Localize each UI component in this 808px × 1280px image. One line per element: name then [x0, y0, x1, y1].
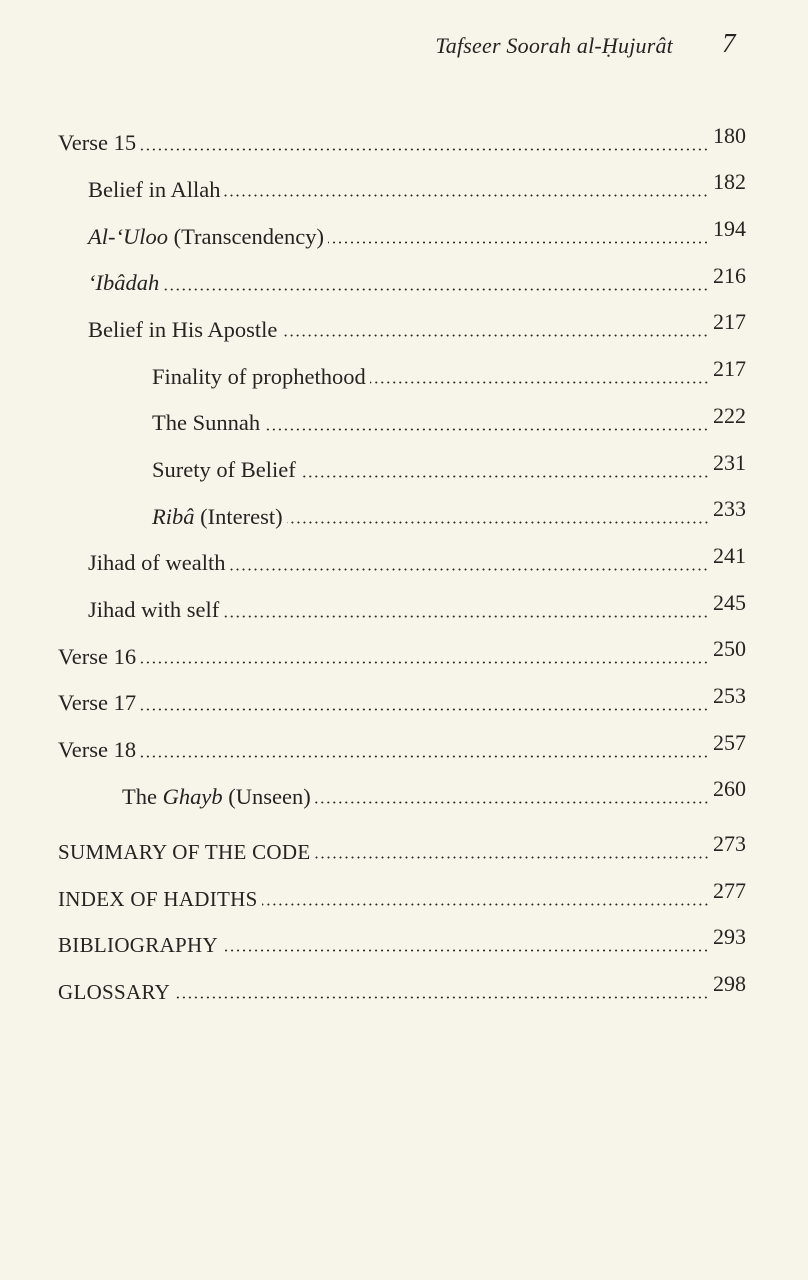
- dot-leader: [262, 903, 709, 906]
- toc-entry-label-pre: The: [122, 783, 163, 809]
- toc-entry-belief-in-allah[interactable]: [0, 155, 808, 202]
- toc-entry-label-rest: (Transcendency): [167, 223, 324, 249]
- toc-entry-label-rest: (Unseen): [222, 783, 311, 809]
- dot-leader: [223, 615, 709, 618]
- toc-entry-page: 250: [713, 636, 746, 662]
- toc-entry-verse-16[interactable]: [0, 622, 808, 669]
- toc-entry-page: 233: [713, 496, 746, 522]
- toc-entry-label: The Sunnah: [152, 410, 261, 436]
- toc-entry-page: 241: [713, 542, 746, 568]
- dot-leader: [300, 475, 709, 478]
- toc-entry-verse-15[interactable]: [0, 108, 808, 155]
- toc-entry-page: 293: [713, 924, 746, 950]
- toc-entry-page: 260: [713, 776, 746, 802]
- toc-entry-page: 222: [713, 402, 746, 428]
- dot-leader: [140, 708, 709, 711]
- toc-entry-label-italic: Ribâ: [152, 503, 195, 529]
- dot-leader: [222, 949, 709, 952]
- dot-leader: [140, 661, 709, 664]
- toc-entry-jihad-of-wealth[interactable]: [0, 528, 808, 575]
- dot-leader: [328, 241, 709, 244]
- toc-entry-al-uloo[interactable]: [0, 201, 808, 248]
- dot-leader: [163, 288, 709, 291]
- toc-entry-jihad-with-self[interactable]: [0, 575, 808, 622]
- toc-entry-page: 194: [713, 216, 746, 242]
- toc-entry-verse-17[interactable]: [0, 668, 808, 715]
- toc-entry-label-italic: Al-‘Uloo: [88, 223, 168, 249]
- toc-entry-label: Jihad with self: [88, 597, 220, 623]
- toc-entry-page: 277: [713, 877, 746, 903]
- toc-entry-belief-in-his-apostle[interactable]: [0, 295, 808, 342]
- dot-leader: [174, 996, 709, 999]
- dot-leader: [281, 334, 709, 337]
- toc-entry-glossary[interactable]: [0, 956, 808, 1003]
- toc-entry-page: 217: [713, 309, 746, 335]
- toc-entry-riba[interactable]: [0, 482, 808, 529]
- toc-entry-label: [152, 503, 285, 529]
- toc-entry-the-sunnah[interactable]: [0, 388, 808, 435]
- table-of-contents: [0, 108, 808, 1003]
- toc-entry-label: Verse 18: [58, 737, 137, 763]
- toc-entry-label: BIBLIOGRAPHY: [58, 933, 218, 958]
- toc-entry-label: Belief in Allah: [88, 176, 221, 202]
- toc-entry-label: Surety of Belief: [152, 457, 296, 482]
- toc-entry-label: Belief in His Apostle: [88, 316, 278, 342]
- toc-entry-finality-of-prophethood[interactable]: [0, 341, 808, 388]
- dot-leader: [140, 755, 709, 758]
- toc-entry-page: 217: [713, 356, 746, 382]
- toc-entry-surety-of-belief[interactable]: [0, 435, 808, 482]
- toc-entry-label-italic: Ghayb: [162, 783, 223, 809]
- toc-entry-page: 298: [713, 971, 746, 997]
- toc-entry-label-rest: (Interest): [194, 503, 283, 529]
- toc-entry-label-italic: ‘Ibâdah: [88, 270, 160, 296]
- toc-entry-label: Verse 17: [58, 690, 137, 716]
- dot-leader: [287, 521, 709, 524]
- toc-entry-page: 257: [713, 729, 746, 755]
- dot-leader: [229, 568, 709, 571]
- running-head: [0, 28, 808, 64]
- toc-entry-ibadah[interactable]: [0, 248, 808, 295]
- toc-entry-page: 231: [713, 449, 746, 475]
- toc-entry-label: Jihad of wealth: [88, 550, 226, 576]
- toc-entry-summary-of-the-code[interactable]: [0, 816, 808, 863]
- toc-entry-page: 245: [713, 589, 746, 615]
- toc-entry-verse-18[interactable]: [0, 715, 808, 762]
- toc-entry-page: 273: [713, 831, 746, 856]
- toc-entry-label: INDEX OF HADITHS: [58, 886, 258, 911]
- toc-entry-page: 253: [713, 682, 746, 708]
- toc-entry-label: GLOSSARY: [58, 980, 171, 1005]
- dot-leader: [370, 381, 709, 384]
- toc-entry-label: SUMMARY OF THE CODE: [58, 840, 311, 864]
- page-number: 7: [722, 28, 736, 58]
- toc-entry-the-ghayb[interactable]: [0, 762, 808, 809]
- dot-leader: [315, 856, 710, 859]
- toc-entry-page: 216: [713, 262, 746, 288]
- dot-leader: [264, 428, 709, 431]
- dot-leader: [140, 148, 709, 151]
- toc-entry-label: [88, 272, 161, 295]
- toc-entry-label: [88, 223, 326, 249]
- toc-entry-label: Verse 16: [58, 643, 137, 669]
- toc-entry-index-of-hadiths[interactable]: [0, 863, 808, 910]
- dot-leader: [315, 801, 709, 804]
- toc-entry-bibliography[interactable]: [0, 910, 808, 957]
- toc-entry-label: [122, 783, 313, 809]
- dot-leader: [224, 194, 709, 197]
- toc-entry-page: 182: [713, 169, 746, 195]
- toc-entry-label: Verse 15: [58, 130, 137, 156]
- running-title: Tafseer Soorah al-Ḥujurât: [435, 33, 673, 58]
- toc-entry-label: Finality of prophethood: [152, 363, 366, 389]
- toc-entry-page: 180: [713, 122, 746, 148]
